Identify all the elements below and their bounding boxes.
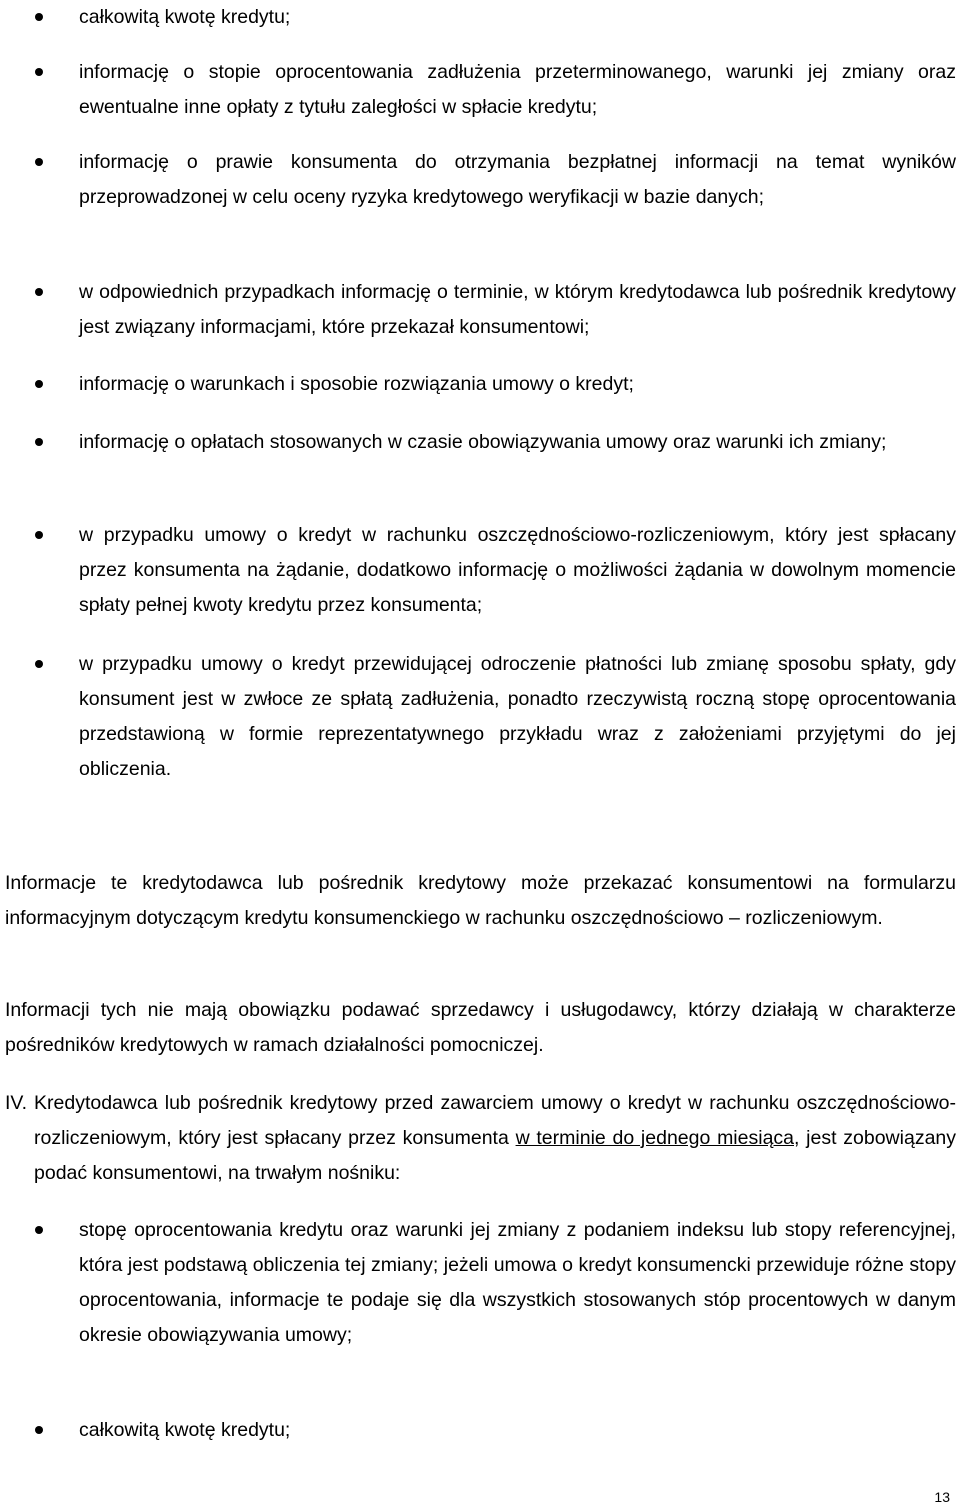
list-item <box>0 0 960 35</box>
bullet-icon <box>35 13 43 21</box>
bullet-icon <box>35 1426 43 1434</box>
paragraph: Informacji tych nie mają obowiązku podawać sprzedawcy i usługodawcy, którzy działają w charakterze pośredników kredytowych w ramach działalności pomocniczej. <box>5 999 956 1056</box>
list-item <box>0 367 960 402</box>
section-iv <box>0 1086 960 1191</box>
bullet-icon <box>35 531 43 539</box>
paragraph: Informacje te kredytodawca lub pośrednik kredytowy może przekazać konsumentowi na formularzu informacyjnym dotyczącym kredytu konsumenckiego w rachunku oszczędnościowo – rozliczeniowym. <box>5 872 956 929</box>
list-item-text: stopę oprocentowania kredytu oraz warunki jej zmiany z podaniem indeksu lub stopy referencyjnej, która jest podstawą obliczenia tej zmiany; jeżeli umowa o kredyt konsumencki przewiduje różne stopy oprocentowania, informacje te podaje się dla wszystkich stosowanych stóp procentowych w danym okresie obowiązywania umowy; <box>79 1219 956 1346</box>
bullet-icon <box>35 288 43 296</box>
list-item-text: informację o opłatach stosowanych w czasie obowiązywania umowy oraz warunki ich zmiany; <box>79 431 887 453</box>
list-item-text: informację o stopie oprocentowania zadłużenia przeterminowanego, warunki jej zmiany oraz ewentualne inne opłaty z tytułu zaległości w spłacie kredytu; <box>79 61 956 118</box>
page-number: 13 <box>934 1489 950 1505</box>
list-item-text: całkowitą kwotę kredytu; <box>79 6 291 28</box>
list-item-text: w odpowiednich przypadkach informację o terminie, w którym kredytodawca lub pośrednik kredytowy jest związany informacjami, które przekazał konsumentowi; <box>79 281 956 338</box>
bullet-icon <box>35 68 43 76</box>
list-item <box>0 425 960 460</box>
section-underlined-deadline: w terminie do jednego miesiąca, <box>515 1127 800 1149</box>
list-item <box>0 1413 960 1448</box>
section-text-after: jest zobowiązany podać konsumentowi, na trwałym nośniku: <box>34 1127 957 1184</box>
bullet-icon <box>35 380 43 388</box>
bullet-icon <box>35 438 43 446</box>
bullet-icon <box>35 1226 43 1234</box>
section-number: IV. <box>5 1092 28 1114</box>
list-item <box>0 275 960 345</box>
list-item-text: w przypadku umowy o kredyt w rachunku oszczędnościowo-rozliczeniowym, który jest spłacany przez konsumenta na żądanie, dodatkowo informację o możliwości żądania w dowolnym momencie spłaty pełnej kwoty kredytu przez konsumenta; <box>79 524 956 616</box>
list-item-text: informację o prawie konsumenta do otrzymania bezpłatnej informacji na temat wyników przeprowadzonej w celu oceny ryzyka kredytowego weryfikacji w bazie danych; <box>79 151 956 208</box>
list-item-text: informację o warunkach i sposobie rozwiązania umowy o kredyt; <box>79 373 634 395</box>
list-item <box>0 1213 960 1353</box>
bullet-icon <box>35 660 43 668</box>
list-item <box>0 145 960 215</box>
list-item <box>0 518 960 623</box>
list-item <box>0 55 960 125</box>
list-item <box>0 647 960 787</box>
list-item-text: całkowitą kwotę kredytu; <box>79 1419 291 1441</box>
bullet-icon <box>35 158 43 166</box>
section-text-before: Kredytodawca lub pośrednik kredytowy przed zawarciem umowy o kredyt w rachunku oszczędnościowo-rozliczeniowym, który jest spłacany przez konsumenta <box>34 1092 956 1149</box>
list-item-text: w przypadku umowy o kredyt przewidującej odroczenie płatności lub zmianę sposobu spłaty, gdy konsument jest w zwłoce ze spłatą zadłużenia, ponadto rzeczywistą roczną stopę oprocentowania przedstawioną w formie reprezentatywnego przykładu wraz z założeniami przyjętymi do jej obliczenia. <box>79 653 956 780</box>
